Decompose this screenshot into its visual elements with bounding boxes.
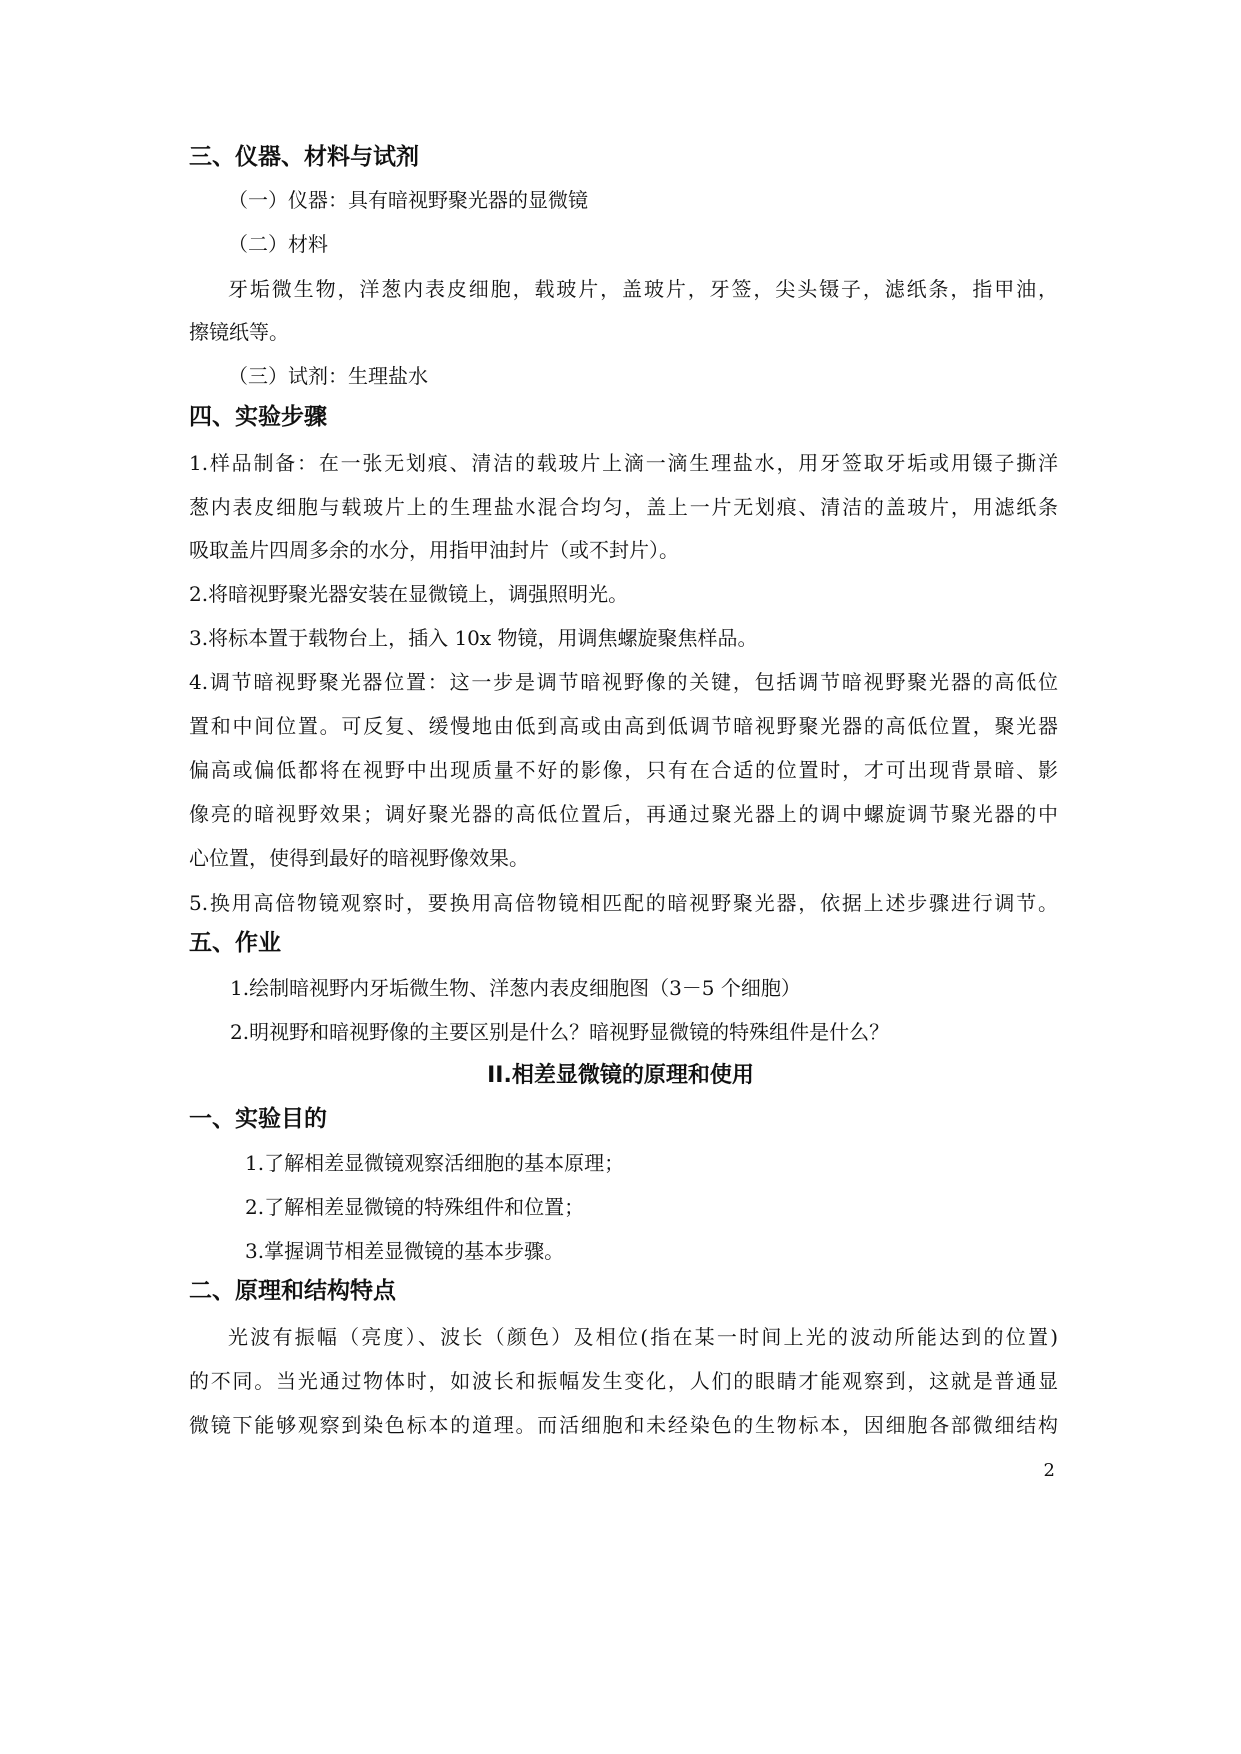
step-5: 5.换用高倍物镜观察时，要换用高倍物镜相匹配的暗视野聚光器，依据上述步骤进行调节。: [189, 891, 1058, 915]
section-heading-aims: 一、实验目的: [189, 1106, 327, 1132]
reagents-line: （三）试剂：生理盐水: [228, 364, 428, 388]
step-4-line: 偏高或偏低都将在视野中出现质量不好的影像，只有在合适的位置时，才可出现背景暗、影: [189, 758, 1058, 782]
principle-paragraph-line: 的不同。当光通过物体时，如波长和振幅发生变化，人们的眼睛才能观察到，这就是普通显: [189, 1369, 1058, 1393]
step-4-line: 像亮的暗视野效果；调好聚光器的高低位置后，再通过聚光器上的调中螺旋调节聚光器的中: [189, 802, 1058, 826]
step-1-line: 1.样品制备：在一张无划痕、清洁的载玻片上滴一滴生理盐水，用牙签取牙垢或用镊子撕洋: [189, 451, 1058, 475]
aim-item: 1.了解相差显微镜观察活细胞的基本原理；: [245, 1151, 625, 1175]
step-4-line: 心位置，使得到最好的暗视野像效果。: [189, 846, 529, 870]
step-1-line: 吸取盖片四周多余的水分，用指甲油封片（或不封片）。: [189, 538, 679, 562]
section-heading-homework: 五、作业: [189, 930, 281, 956]
step-4-line: 4.调节暗视野聚光器位置：这一步是调节暗视野像的关键，包括调节暗视野聚光器的高低位: [189, 670, 1058, 694]
principle-paragraph-line: 光波有振幅（亮度）、波长（颜色）及相位(指在某一时间上光的波动所能达到的位置): [228, 1325, 1058, 1349]
step-3: 3.将标本置于载物台上，插入 10x 物镜，用调焦螺旋聚焦样品。: [189, 626, 758, 650]
step-1-line: 葱内表皮细胞与载玻片上的生理盐水混合均匀，盖上一片无划痕、清洁的盖玻片，用滤纸条: [189, 495, 1058, 519]
part-title: II.相差显微镜的原理和使用: [487, 1063, 754, 1088]
instruments-line: （一）仪器：具有暗视野聚光器的显微镜: [228, 188, 588, 212]
materials-line: 牙垢微生物，洋葱内表皮细胞，载玻片，盖玻片，牙签，尖头镊子，滤纸条，指甲油，: [228, 277, 1058, 301]
section-heading-instruments: 三、仪器、材料与试剂: [189, 144, 419, 170]
homework-item: 1.绘制暗视野内牙垢微生物、洋葱内表皮细胞图（3－5 个细胞）: [230, 976, 801, 1000]
page-number: 2: [1043, 1460, 1055, 1481]
section-heading-principle: 二、原理和结构特点: [189, 1278, 396, 1304]
materials-line: 擦镜纸等。: [189, 320, 289, 344]
aim-item: 2.了解相差显微镜的特殊组件和位置；: [245, 1195, 585, 1219]
aim-item: 3.掌握调节相差显微镜的基本步骤。: [245, 1239, 565, 1263]
section-heading-steps: 四、实验步骤: [189, 404, 327, 430]
principle-paragraph-line: 微镜下能够观察到染色标本的道理。而活细胞和未经染色的生物标本，因细胞各部微细结构: [189, 1413, 1058, 1437]
homework-item: 2.明视野和暗视野像的主要区别是什么？暗视野显微镜的特殊组件是什么？: [230, 1020, 890, 1044]
step-2: 2.将暗视野聚光器安装在显微镜上，调强照明光。: [189, 582, 629, 606]
step-4-line: 置和中间位置。可反复、缓慢地由低到高或由高到低调节暗视野聚光器的高低位置，聚光器: [189, 714, 1058, 738]
materials-heading: （二）材料: [228, 232, 328, 256]
